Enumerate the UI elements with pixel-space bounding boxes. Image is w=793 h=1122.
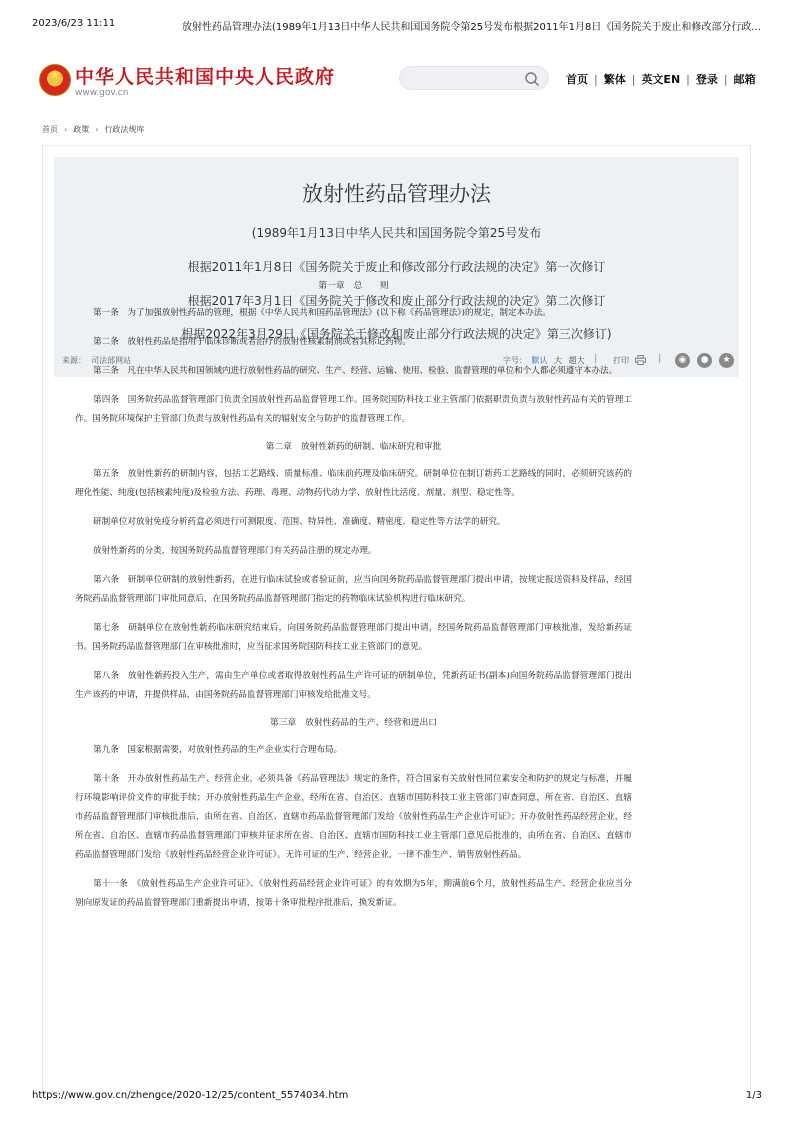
nav-login[interactable]: 登录: [695, 73, 718, 86]
weibo-icon[interactable]: ◉: [675, 353, 690, 368]
chapter-heading: 第二章 放射性新药的研制、临床研究和审批: [265, 442, 442, 452]
breadcrumb-law-library[interactable]: 行政法规库: [104, 125, 145, 134]
site-domain: www.gov.cn: [75, 88, 129, 98]
nav-home[interactable]: 首页: [566, 73, 588, 86]
chapter-heading: 第三章 放射性药品的生产、经营和进出口: [269, 718, 438, 728]
subtitle-line: (1989年1月13日中华人民共和国国务院令第25号发布: [251, 226, 542, 240]
print-footer: [32, 1090, 762, 1106]
article-body: [75, 278, 632, 923]
article-paragraph: 第二条 放射性药品是指用于临床诊断或者治疗的放射性核素制剂或者其标记药物。: [93, 337, 411, 347]
subtitle-line: 根据2017年3月1日《国务院关于修改和废止部分行政法规的决定》第二次修订: [187, 294, 606, 308]
print-label: 打印: [613, 356, 629, 365]
article-paragraph: 第七条 研制单位在放射性新药临床研究结束后，向国务院药品监督管理部门提出申请，经国务院药品监督管理部门审核批准，发给新药证书。国务院药品监督管理部门在审核批准时，应当征求国务院国防科技工业主管部门的意见。: [75, 623, 632, 652]
article-paragraph: 放射性新药的分类，按国务院药品监督管理部门有关药品注册的规定办理。: [93, 546, 377, 556]
article-paragraph: 第九条 国家根据需要，对放射性药品的生产企业实行合理布局。: [93, 745, 343, 755]
chevron-right-icon: ›: [95, 125, 99, 134]
article-paragraph: 第三条 凡在中华人民共和国领域内进行放射性药品的研究、生产、经营、运输、使用、检验、监督管理的单位和个人都必须遵守本办法。: [93, 366, 618, 376]
nav-mail[interactable]: 邮箱: [733, 73, 756, 86]
divider: |: [658, 353, 662, 364]
article-source: 来源： 司法部网站: [62, 356, 132, 365]
divider: |: [594, 353, 598, 364]
article-paragraph: 第四条 国务院药品监督管理部门负责全国放射性药品监督管理工作。国务院国防科技工业主管部门依据职责负责与放射性药品有关的管理工作。国务院环境保护主管部门负责与放射性药品有关的辐射安全与防护的监督管理工作。: [75, 395, 632, 424]
favorite-icon[interactable]: ★: [719, 353, 734, 368]
source-name: 司法部网站: [91, 356, 132, 365]
nav-traditional[interactable]: 繁体: [603, 73, 626, 86]
font-size-large[interactable]: 大: [554, 356, 563, 365]
font-size-xlarge[interactable]: 超大: [568, 356, 585, 365]
subtitle-line: 根据2022年3月29日《国务院关于修改和废止部分行政法规的决定》第三次修订): [181, 327, 612, 341]
article-paragraph: 第十条 开办放射性药品生产、经营企业，必须具备《药品管理法》规定的条件，符合国家有关放射性同位素安全和防护的规定与标准，并履行环境影响评价文件的审批手续；开办放射性药品生产企业，经所在省、自治区、直辖市国防科技工业主管部门审查同意，所在省、自治区、直辖市药品监督管理部门审核批准后，由所在省、自治区、直辖市药品监督管理部门发给《放射性药品生产企业许可证》；开办放射性药品经营企业，经所在省、自治区、直辖市药品监督管理部门审核并征求所在省、自治区、直辖市国防科技工业主管部门意见后批准的，由所在省、自治区、直辖市药品监督管理部门发给《放射性药品经营企业许可证》。无许可证的生产、经营企业，一律不准生产、销售放射性药品。: [75, 774, 632, 860]
article-paragraph: 第十一条 《放射性药品生产企业许可证》、《放射性药品经营企业许可证》的有效期为5年，期满前6个月，放射性药品生产、经营企业应当分别向原发证的药品监督管理部门重新提出申请，按第十条审批程序批准后，换发新证。: [75, 879, 632, 908]
print-url: https://www.gov.cn/zhengce/2020-12/25/content_5574034.htm: [32, 1090, 349, 1101]
article-paragraph: 第八条 放射性新药投入生产，需由生产单位或者取得放射性药品生产许可证的研制单位，凭新药证书(副本)向国务院药品监督管理部门提出生产该药的申请，并提供样品，由国务院药品监督管理部门审核发给批准文号。: [75, 671, 632, 700]
font-size-label: 字号：: [503, 356, 527, 365]
page-number: 1/3: [745, 1090, 762, 1101]
site-header: [0, 56, 793, 106]
breadcrumb-home[interactable]: 首页: [42, 125, 58, 134]
search-box: [399, 66, 549, 90]
breadcrumb: [42, 124, 144, 135]
national-emblem-icon[interactable]: [39, 64, 71, 96]
site-name[interactable]: 中华人民共和国中央人民政府: [75, 66, 336, 88]
page-title: 放射性药品管理办法: [302, 182, 491, 206]
article-paragraph: 研制单位对放射免疫分析药盒必须进行可测限度、范围、特异性、准确度、精密度、稳定性等方法学的研究。: [93, 517, 506, 527]
font-size-default[interactable]: 默认: [531, 356, 548, 365]
subtitle-line: 根据2011年1月8日《国务院关于废止和修改部分行政法规的决定》第一次修订: [187, 260, 606, 274]
chevron-right-icon: ›: [64, 125, 68, 134]
print-timestamp: 2023/6/23 11:11: [32, 18, 116, 29]
breadcrumb-policy[interactable]: 政策: [73, 125, 90, 134]
wechat-icon[interactable]: ●: [697, 353, 712, 368]
print-header: [32, 18, 762, 34]
article-paragraph: 第一条 为了加强放射性药品的管理，根据《中华人民共和国药品管理法》(以下称《药品管理法》)的规定，制定本办法。: [93, 308, 551, 318]
chapter-heading: 第一章 总 则: [318, 281, 389, 291]
print-page-title: 放射性药品管理办法(1989年1月13日中华人民共和国国务院令第25号发布根据2011年1月8日《国务院关于废止和修改部分行政...: [182, 22, 761, 33]
search-icon[interactable]: [524, 71, 540, 87]
printer-icon: [635, 355, 646, 365]
nav-english[interactable]: 英文EN: [641, 73, 681, 86]
search-input[interactable]: [410, 69, 529, 91]
article-paragraph: 第五条 放射性新药的研制内容，包括工艺路线、质量标准、临床前药理及临床研究。研制单位在制订新药工艺路线的同时，必须研究该药的理化性能、纯度(包括核素纯度)及检验方法、药理、毒理、动物药代动力学、放射性比活度、剂量、剂型、稳定性等。: [75, 469, 632, 498]
article-paragraph: 第六条 研制单位研制的放射性新药，在进行临床试验或者验证前，应当向国务院药品监督管理部门提出申请，按规定报送资料及样品，经国务院药品监督管理部门审批同意后，在国务院药品监督管理部门指定的药物临床试验机构进行临床研究。: [75, 575, 632, 604]
top-nav: 首页 | 繁体 | 英文EN | 登录 | 邮箱: [566, 73, 756, 86]
